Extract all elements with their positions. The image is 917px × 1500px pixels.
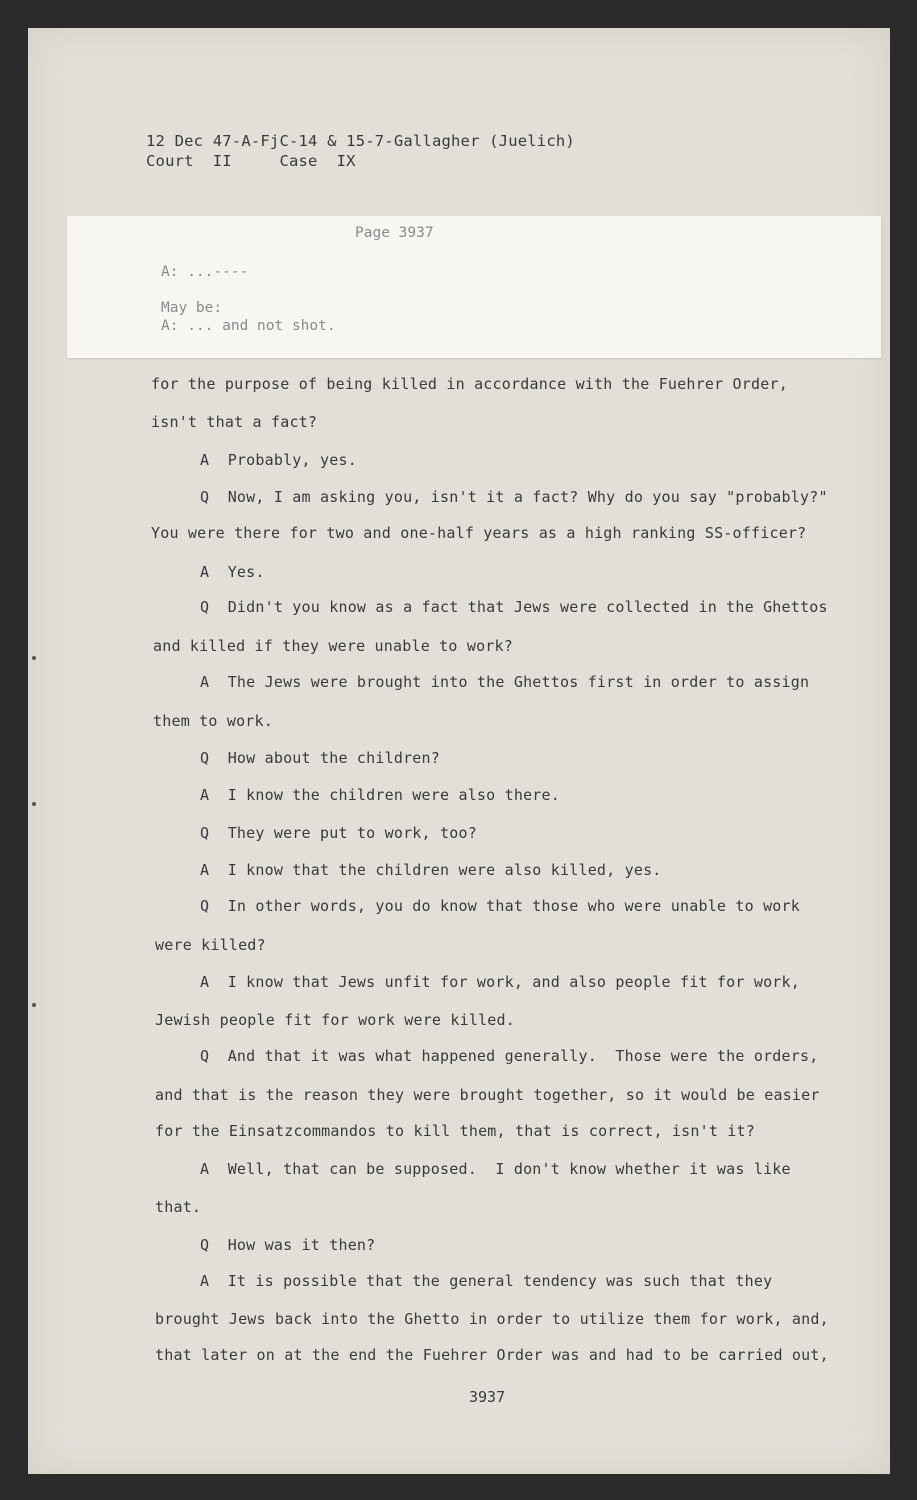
- transcript-line: You were there for two and one-half years as a high ranking SS-officer?: [151, 524, 807, 542]
- transcript-line: Q How was it then?: [200, 1236, 376, 1254]
- transcript-line: Jewish people fit for work were killed.: [155, 1011, 515, 1029]
- punch-mark: [32, 802, 36, 806]
- punch-mark: [32, 656, 36, 660]
- transcript-line: were killed?: [155, 936, 266, 954]
- page-number: 3937: [469, 1388, 506, 1406]
- transcript-line: A I know that Jews unfit for work, and also people fit for work,: [200, 973, 800, 991]
- transcript-line: A Probably, yes.: [200, 451, 357, 469]
- transcript-line: Q Didn't you know as a fact that Jews were collected in the Ghettos: [200, 598, 828, 616]
- punch-mark: [32, 1003, 36, 1007]
- transcript-line: Q They were put to work, too?: [200, 824, 477, 842]
- pasted-correction-slip: [67, 216, 881, 358]
- transcript-line: them to work.: [153, 712, 273, 730]
- transcript-line: isn't that a fact?: [151, 413, 318, 431]
- transcript-line: and that is the reason they were brought together, so it would be easier: [155, 1086, 820, 1104]
- transcript-line: that.: [155, 1198, 202, 1216]
- transcript-line: that later on at the end the Fuehrer Order was and had to be carried out,: [155, 1346, 829, 1364]
- slip-maybe-line: May be:: [161, 300, 223, 316]
- transcript-line: A I know the children were also there.: [200, 786, 560, 804]
- slip-page-reference: Page 3937: [355, 225, 434, 241]
- slip-answer-correction: A: ... and not shot.: [161, 318, 336, 334]
- transcript-line: brought Jews back into the Ghetto in order to utilize them for work, and,: [155, 1310, 829, 1328]
- transcript-line: A I know that the children were also killed, yes.: [200, 861, 662, 879]
- transcript-line: for the Einsatzcommandos to kill them, that is correct, isn't it?: [155, 1122, 755, 1140]
- transcript-line: A Yes.: [200, 563, 265, 581]
- transcript-line: Q How about the children?: [200, 749, 440, 767]
- header-court-line: Court II Case IX: [146, 152, 356, 170]
- transcript-line: A It is possible that the general tendency was such that they: [200, 1272, 773, 1290]
- transcript-line: A The Jews were brought into the Ghettos first in order to assign: [200, 673, 810, 691]
- transcript-line: Q Now, I am asking you, isn't it a fact? Why do you say "probably?": [200, 488, 828, 506]
- header-docket-line: 12 Dec 47-A-FjC-14 & 15-7-Gallagher (Juelich): [146, 132, 575, 150]
- transcript-line: A Well, that can be supposed. I don't know whether it was like: [200, 1160, 791, 1178]
- transcript-line: and killed if they were unable to work?: [153, 637, 513, 655]
- slip-answer-line: A: ...----: [161, 264, 249, 280]
- transcript-line: Q In other words, you do know that those who were unable to work: [200, 897, 800, 915]
- transcript-line: for the purpose of being killed in accordance with the Fuehrer Order,: [151, 375, 788, 393]
- transcript-line: Q And that it was what happened generally. Those were the orders,: [200, 1047, 819, 1065]
